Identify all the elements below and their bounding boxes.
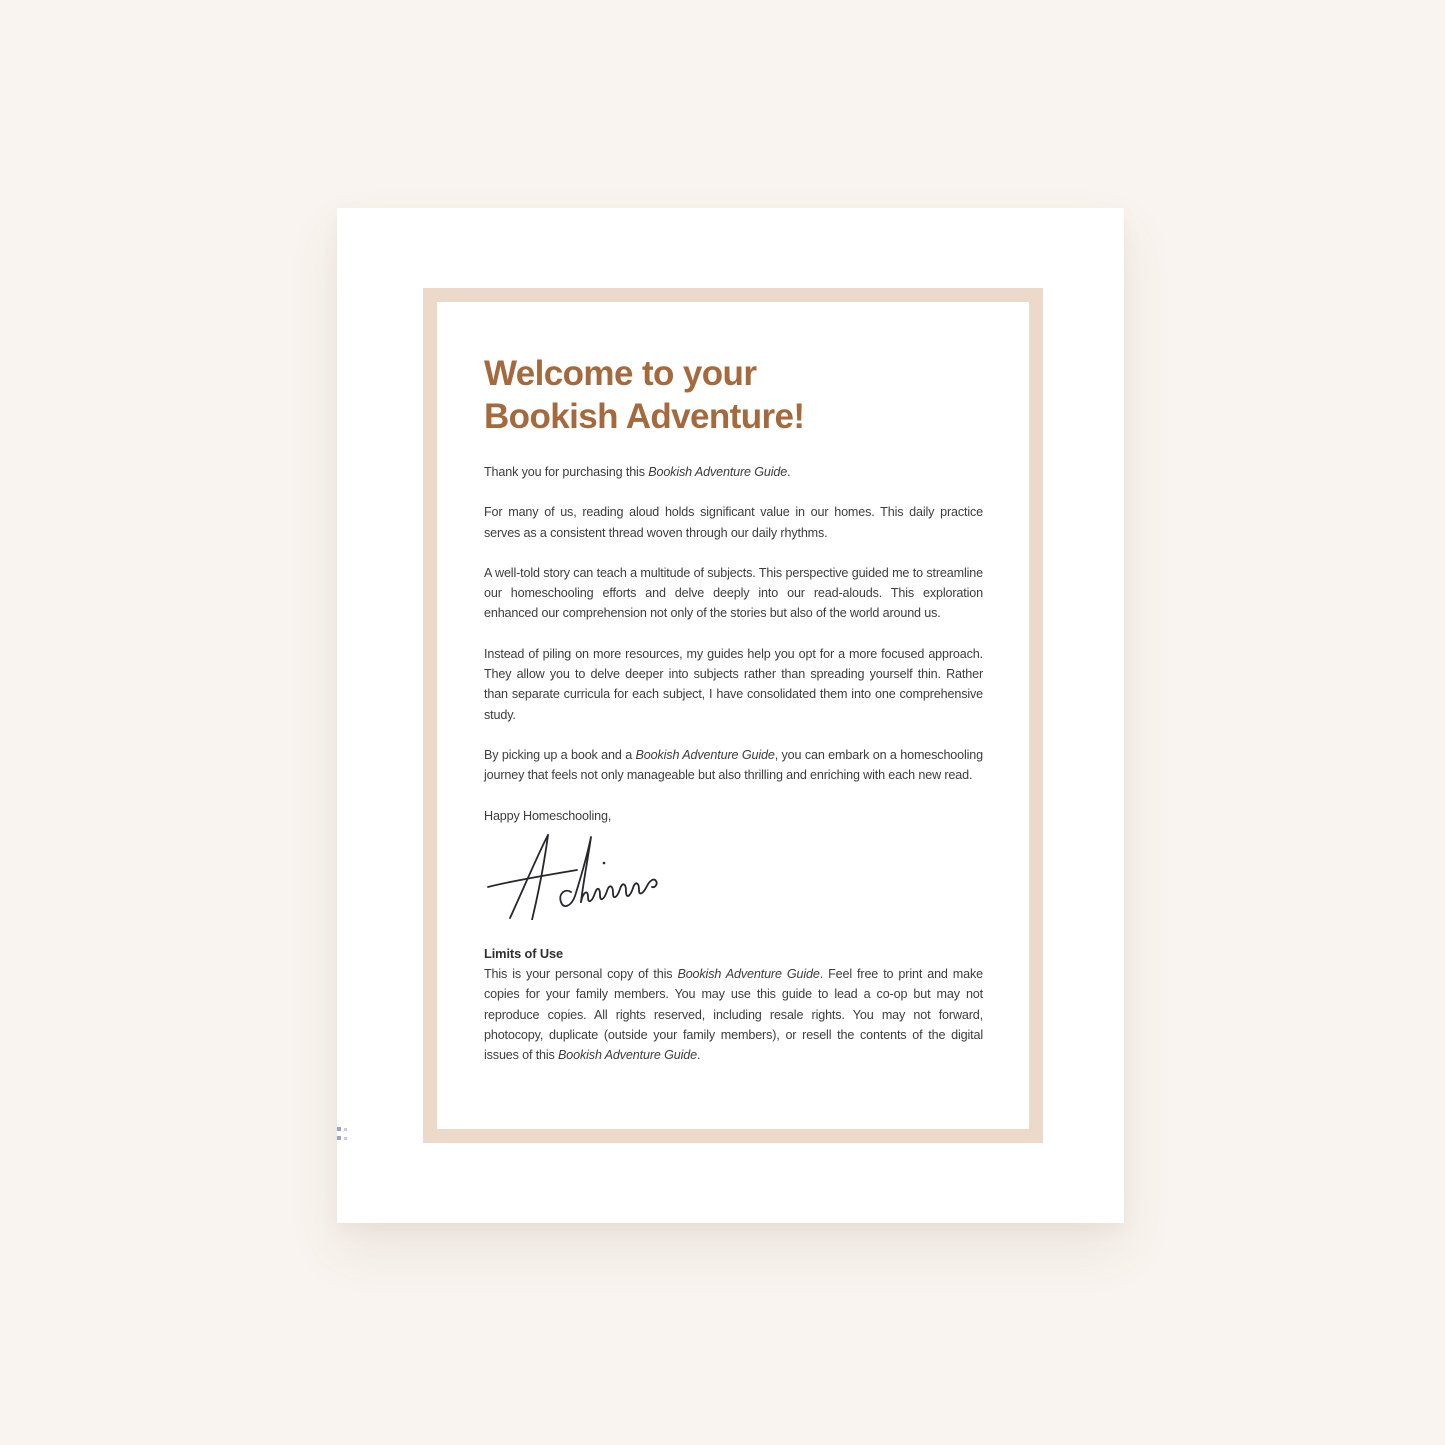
signature-rianne-stroke <box>581 879 657 901</box>
title-line-1: Welcome to your <box>484 354 757 393</box>
paragraph-reading-aloud: For many of us, reading aloud holds significant value in our homes. This daily practice serves as a consistent thread woven through our daily rhythms. <box>484 505 983 540</box>
letter-content <box>484 352 983 1066</box>
text-segment: This is your personal copy of this <box>484 967 678 982</box>
limits-of-use-heading: Limits of Use <box>484 945 564 961</box>
page-edge-artifact <box>337 1127 349 1143</box>
document-page <box>337 208 1124 1223</box>
text-segment-italic: Bookish Adventure Guide <box>558 1048 697 1063</box>
title-line-2: Bookish Adventure! <box>484 397 805 436</box>
artifact-dot <box>337 1136 341 1140</box>
handwritten-signature <box>485 832 663 920</box>
signature-i-dot <box>603 862 606 865</box>
text-segment-italic: Bookish Adventure Guide <box>635 747 775 762</box>
text-segment: . <box>787 465 791 479</box>
text-segment: . Feel free to print and make copies for your family members. You may use this guide to lead a co-op but may not reproduce copies. All rights reserved, including resale rights. You may not forward, photocopy, duplicate (outside your family members), or resell the contents of the digital issues of this <box>484 967 984 1063</box>
artifact-dot <box>344 1128 347 1131</box>
artifact-dot <box>337 1127 341 1131</box>
paragraph-well-told-story: A well-told story can teach a multitude of subjects. This perspective guided me to streamline our homeschooling efforts and delve deeply into our read-alouds. This exploration enhanced our comprehension not only of the stories but also of the world around us. <box>484 565 983 621</box>
text-segment-italic: Bookish Adventure Guide <box>677 967 820 982</box>
decorative-frame <box>423 288 1043 1143</box>
text-segment: . <box>696 1048 701 1063</box>
closing-line: Happy Homeschooling, <box>484 808 612 823</box>
paragraph-focused-approach: Instead of piling on more resources, my guides help you opt for a more focused approach. They allow you to delve deeper into subjects rather than spreading yourself thin. Rather than separate curricula for each subject, I have consolidated them into one comprehensive study. <box>484 646 983 722</box>
paragraph-thank-you <box>484 462 983 482</box>
text-segment: By picking up a book and a <box>484 747 636 762</box>
artifact-dot <box>344 1137 347 1140</box>
text-segment: , you can embark on a homeschooling journey that feels not only manageable but also thrilling and enriching with each new read. <box>484 747 984 783</box>
limits-of-use-paragraph <box>484 964 983 1065</box>
page-title <box>484 352 983 438</box>
text-segment: Thank you for purchasing this <box>484 465 649 479</box>
signature-crossbar-stroke <box>488 870 577 887</box>
paragraph-embark <box>484 745 983 786</box>
text-segment-italic: Bookish Adventure Guide <box>648 465 788 479</box>
